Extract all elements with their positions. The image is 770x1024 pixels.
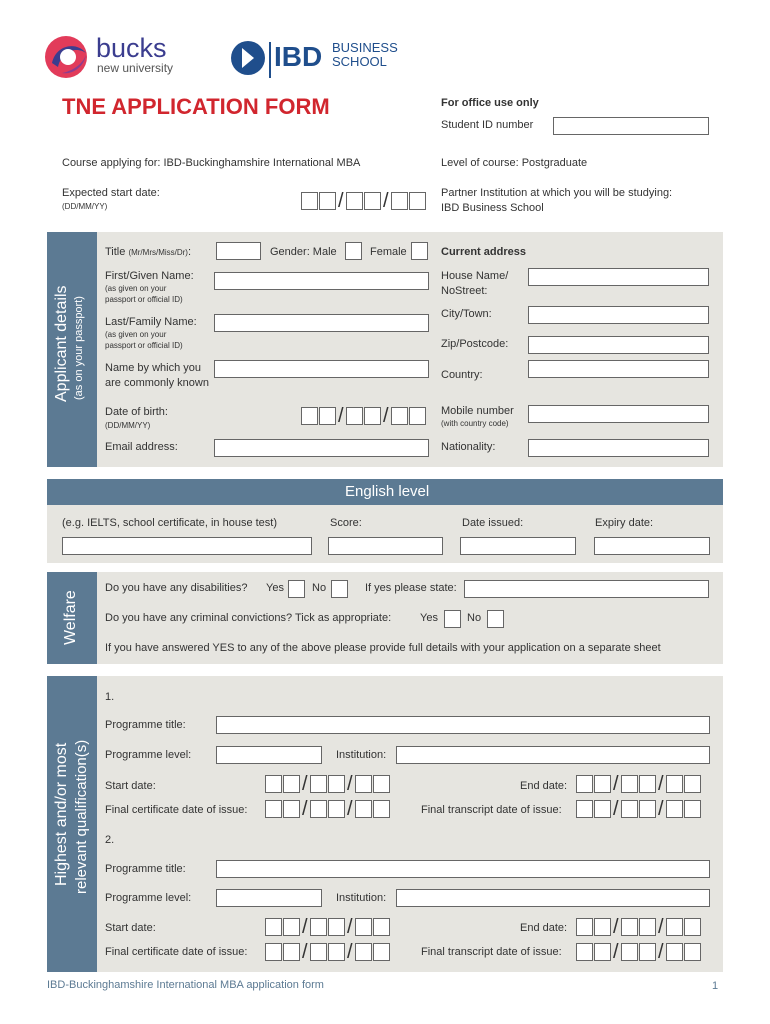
q2-tr-dd-1[interactable] bbox=[576, 943, 593, 961]
qual-2-transcript-label: Final transcript date of issue: bbox=[421, 946, 562, 958]
qual-1-title-label: Programme title: bbox=[105, 719, 186, 731]
male-checkbox[interactable] bbox=[345, 242, 362, 260]
female-label: Female bbox=[370, 246, 407, 258]
q1-start-yy-1[interactable] bbox=[355, 775, 372, 793]
q1-cert-dd-1[interactable] bbox=[265, 800, 282, 818]
date-slash: / bbox=[613, 941, 619, 963]
qual-2-institution-input[interactable] bbox=[396, 889, 710, 907]
dob-dd-1[interactable] bbox=[301, 407, 318, 425]
date-slash: / bbox=[613, 916, 619, 938]
q2-tr-mm-1[interactable] bbox=[621, 943, 638, 961]
qual-1-institution-label: Institution: bbox=[336, 749, 387, 761]
applicant-tab-title: Applicant details bbox=[53, 285, 70, 402]
last-name-input[interactable] bbox=[214, 314, 429, 332]
disabilities-state-input[interactable] bbox=[464, 580, 709, 598]
q1-end-mm-1[interactable] bbox=[621, 775, 638, 793]
mobile-hint: (with country code) bbox=[441, 419, 509, 428]
title-label: Title (Mr/Mrs/Miss/Dr): bbox=[105, 246, 192, 258]
page-title: TNE APPLICATION FORM bbox=[62, 94, 330, 119]
date-slash: / bbox=[302, 941, 308, 963]
convictions-yes-label: Yes bbox=[420, 612, 438, 624]
q2-cert-dd-2[interactable] bbox=[283, 943, 300, 961]
dob-yy-1[interactable] bbox=[391, 407, 408, 425]
mobile-input[interactable] bbox=[528, 405, 709, 423]
english-header bbox=[47, 479, 723, 505]
q2-cert-mm-2[interactable] bbox=[328, 943, 345, 961]
q2-end-mm-1[interactable] bbox=[621, 918, 638, 936]
course-level: Level of course: Postgraduate bbox=[441, 157, 588, 169]
start-mm-1[interactable] bbox=[346, 192, 363, 210]
known-as-label-2: are commonly known bbox=[105, 377, 209, 389]
date-slash: / bbox=[302, 798, 308, 820]
nationality-label: Nationality: bbox=[441, 441, 496, 453]
disabilities-no-label: No bbox=[312, 582, 327, 594]
date-slash: / bbox=[347, 941, 353, 963]
date-slash: / bbox=[658, 798, 664, 820]
q2-start-dd-1[interactable] bbox=[265, 918, 282, 936]
q1-cert-mm-2[interactable] bbox=[328, 800, 345, 818]
date-slash: / bbox=[658, 941, 664, 963]
q1-start-yy-2[interactable] bbox=[373, 775, 390, 793]
house-label-2: NoStreet: bbox=[441, 285, 488, 297]
quals-tab-title-1: Highest and/or most bbox=[53, 742, 70, 886]
qual-1-end-label: End date: bbox=[520, 780, 568, 792]
qual-1-title-input[interactable] bbox=[216, 716, 710, 734]
dob-yy-2[interactable] bbox=[409, 407, 426, 425]
dob-mm-2[interactable] bbox=[364, 407, 381, 425]
english-heading: English level bbox=[345, 483, 430, 500]
applicant-tab bbox=[47, 232, 97, 467]
q1-end-mm-2[interactable] bbox=[639, 775, 656, 793]
q1-tr-yy-2[interactable] bbox=[684, 800, 701, 818]
qual-1-cert-label: Final certificate date of issue: bbox=[105, 804, 248, 816]
dob-format: (DD/MM/YY) bbox=[105, 421, 151, 430]
country-input[interactable] bbox=[528, 360, 709, 378]
date-slash: / bbox=[658, 773, 664, 795]
q1-cert-yy-2[interactable] bbox=[373, 800, 390, 818]
q2-cert-mm-1[interactable] bbox=[310, 943, 327, 961]
q1-cert-yy-1[interactable] bbox=[355, 800, 372, 818]
start-yy-2[interactable] bbox=[409, 192, 426, 210]
ibd-logo bbox=[230, 38, 410, 82]
english-expiry-input[interactable] bbox=[594, 537, 710, 555]
first-name-input[interactable] bbox=[214, 272, 429, 290]
welfare-tab bbox=[47, 572, 97, 664]
office-heading: For office use only bbox=[441, 97, 539, 109]
q1-end-dd-1[interactable] bbox=[576, 775, 593, 793]
bucks-logo bbox=[42, 33, 192, 81]
qual-2-cert-label: Final certificate date of issue: bbox=[105, 946, 248, 958]
qual-1-transcript-label: Final transcript date of issue: bbox=[421, 804, 562, 816]
start-format: (DD/MM/YY) bbox=[62, 202, 108, 211]
ibd-divider bbox=[269, 42, 271, 78]
known-as-label-1: Name by which you bbox=[105, 362, 201, 374]
q2-end-dd-2[interactable] bbox=[594, 918, 611, 936]
q2-start-mm-1[interactable] bbox=[310, 918, 327, 936]
last-name-hint-1: (as given on your bbox=[105, 330, 167, 339]
country-label: Country: bbox=[441, 369, 483, 381]
q2-tr-mm-2[interactable] bbox=[639, 943, 656, 961]
q1-end-yy-2[interactable] bbox=[684, 775, 701, 793]
qual-2-institution-label: Institution: bbox=[336, 892, 387, 904]
disabilities-no-checkbox[interactable] bbox=[331, 580, 348, 598]
title-hint: (Mr/Mrs/Miss/Dr) bbox=[128, 248, 188, 257]
student-id-label: Student ID number bbox=[441, 119, 534, 131]
q1-start-dd-2[interactable] bbox=[283, 775, 300, 793]
quals-tab-title-2: relevant qualification(s) bbox=[73, 739, 90, 894]
dob-dd-2[interactable] bbox=[319, 407, 336, 425]
start-dd-2[interactable] bbox=[319, 192, 336, 210]
disabilities-yes-label: Yes bbox=[266, 582, 284, 594]
bucks-logo-icon bbox=[42, 33, 92, 81]
title-input[interactable] bbox=[216, 242, 261, 260]
partner-label: Partner Institution at which you will be studying: bbox=[441, 187, 673, 199]
q2-cert-dd-1[interactable] bbox=[265, 943, 282, 961]
dob-mm-1[interactable] bbox=[346, 407, 363, 425]
q2-start-mm-2[interactable] bbox=[328, 918, 345, 936]
date-slash: / bbox=[613, 798, 619, 820]
english-col-expiry: Expiry date: bbox=[595, 517, 654, 529]
zip-label: Zip/Postcode: bbox=[441, 338, 509, 350]
q1-tr-mm-1[interactable] bbox=[621, 800, 638, 818]
ibd-text: IBD bbox=[274, 41, 323, 72]
q2-end-yy-2[interactable] bbox=[684, 918, 701, 936]
q2-cert-yy-1[interactable] bbox=[355, 943, 372, 961]
q1-tr-mm-2[interactable] bbox=[639, 800, 656, 818]
english-col-test: (e.g. IELTS, school certificate, in house test) bbox=[62, 517, 278, 529]
date-slash: / bbox=[302, 916, 308, 938]
convictions-no-label: No bbox=[467, 612, 482, 624]
date-slash: / bbox=[658, 916, 664, 938]
page-number: 1 bbox=[712, 980, 719, 992]
start-dd-1[interactable] bbox=[301, 192, 318, 210]
q2-tr-yy-1[interactable] bbox=[666, 943, 683, 961]
q1-tr-yy-1[interactable] bbox=[666, 800, 683, 818]
qual-2-level-label: Programme level: bbox=[105, 892, 192, 904]
qual-2-level-input[interactable] bbox=[216, 889, 322, 907]
q1-start-mm-1[interactable] bbox=[310, 775, 327, 793]
convictions-yes-checkbox[interactable] bbox=[444, 610, 461, 628]
ibd-logo-icon bbox=[230, 40, 266, 76]
qual-2-title-input[interactable] bbox=[216, 860, 710, 878]
bucks-sub: new university bbox=[97, 61, 174, 75]
qual-2-start-label: Start date: bbox=[105, 922, 156, 934]
welfare-note: If you have answered YES to any of the above please provide full details with your application on a separate sheet bbox=[105, 642, 661, 654]
date-slash: / bbox=[302, 773, 308, 795]
ibd-school: SCHOOL bbox=[332, 54, 387, 69]
email-label: Email address: bbox=[105, 441, 178, 453]
date-slash: / bbox=[347, 916, 353, 938]
q2-cert-yy-2[interactable] bbox=[373, 943, 390, 961]
date-slash: / bbox=[347, 773, 353, 795]
zip-input[interactable] bbox=[528, 336, 709, 354]
last-name-hint-2: passport or official ID) bbox=[105, 341, 183, 350]
first-name-hint-2: passport or official ID) bbox=[105, 295, 183, 304]
email-input[interactable] bbox=[214, 439, 429, 457]
q1-end-yy-1[interactable] bbox=[666, 775, 683, 793]
q2-start-yy-2[interactable] bbox=[373, 918, 390, 936]
bucks-name: bucks bbox=[96, 33, 167, 63]
start-mm-2[interactable] bbox=[364, 192, 381, 210]
qual-1-start-label: Start date: bbox=[105, 780, 156, 792]
student-id-input[interactable] bbox=[553, 117, 709, 135]
partner-value: IBD Business School bbox=[441, 202, 544, 214]
date-slash: / bbox=[613, 773, 619, 795]
english-issued-input[interactable] bbox=[460, 537, 576, 555]
qual-1-level-input[interactable] bbox=[216, 746, 322, 764]
qual-1-level-label: Programme level: bbox=[105, 749, 192, 761]
disabilities-yes-checkbox[interactable] bbox=[288, 580, 305, 598]
convictions-question: Do you have any criminal convictions? Tick as appropriate: bbox=[105, 612, 392, 624]
mobile-label: Mobile number bbox=[441, 405, 514, 417]
q1-cert-mm-1[interactable] bbox=[310, 800, 327, 818]
dob-label: Date of birth: bbox=[105, 406, 168, 418]
known-as-input[interactable] bbox=[214, 360, 429, 378]
q2-end-mm-2[interactable] bbox=[639, 918, 656, 936]
city-label: City/Town: bbox=[441, 308, 492, 320]
house-input[interactable] bbox=[528, 268, 709, 286]
gender-male-label: Gender: Male bbox=[270, 246, 337, 258]
course-label: Course applying for: IBD-Buckinghamshire International MBA bbox=[62, 157, 361, 169]
disabilities-question: Do you have any disabilities? bbox=[105, 582, 248, 594]
convictions-no-checkbox[interactable] bbox=[487, 610, 504, 628]
disabilities-state-label: If yes please state: bbox=[365, 582, 457, 594]
female-checkbox[interactable] bbox=[411, 242, 428, 260]
start-yy-1[interactable] bbox=[391, 192, 408, 210]
house-label-1: House Name/ bbox=[441, 270, 509, 282]
q1-tr-dd-2[interactable] bbox=[594, 800, 611, 818]
q1-start-dd-1[interactable] bbox=[265, 775, 282, 793]
footer-title: IBD-Buckinghamshire International MBA application form bbox=[47, 979, 324, 991]
nationality-input[interactable] bbox=[528, 439, 709, 457]
q1-cert-dd-2[interactable] bbox=[283, 800, 300, 818]
english-col-issued: Date issued: bbox=[462, 517, 524, 529]
date-slash: / bbox=[338, 405, 344, 427]
qual-1-institution-input[interactable] bbox=[396, 746, 710, 764]
q2-tr-yy-2[interactable] bbox=[684, 943, 701, 961]
english-col-score: Score: bbox=[330, 517, 362, 529]
applicant-tab-sub: (as on your passport) bbox=[73, 296, 85, 400]
quals-tab bbox=[47, 676, 97, 972]
date-slash: / bbox=[347, 798, 353, 820]
date-slash: / bbox=[383, 190, 389, 212]
qual-2-title-label: Programme title: bbox=[105, 863, 186, 875]
last-name-label: Last/Family Name: bbox=[105, 316, 197, 328]
q1-start-mm-2[interactable] bbox=[328, 775, 345, 793]
date-slash: / bbox=[338, 190, 344, 212]
q2-end-dd-1[interactable] bbox=[576, 918, 593, 936]
q1-tr-dd-1[interactable] bbox=[576, 800, 593, 818]
qual-2-end-label: End date: bbox=[520, 922, 568, 934]
qual-2-number: 2. bbox=[105, 834, 115, 846]
start-label: Expected start date: bbox=[62, 187, 160, 199]
q2-end-yy-1[interactable] bbox=[666, 918, 683, 936]
city-input[interactable] bbox=[528, 306, 709, 324]
qual-1-number: 1. bbox=[105, 691, 115, 703]
date-slash: / bbox=[383, 405, 389, 427]
q2-start-yy-1[interactable] bbox=[355, 918, 372, 936]
q1-end-dd-2[interactable] bbox=[594, 775, 611, 793]
first-name-label: First/Given Name: bbox=[105, 270, 194, 282]
english-score-input[interactable] bbox=[328, 537, 443, 555]
address-heading: Current address bbox=[441, 246, 526, 258]
ibd-business: BUSINESS bbox=[332, 40, 398, 55]
q2-start-dd-2[interactable] bbox=[283, 918, 300, 936]
q2-tr-dd-2[interactable] bbox=[594, 943, 611, 961]
welfare-tab-title: Welfare bbox=[62, 590, 79, 645]
english-test-input[interactable] bbox=[62, 537, 312, 555]
first-name-hint-1: (as given on your bbox=[105, 284, 167, 293]
